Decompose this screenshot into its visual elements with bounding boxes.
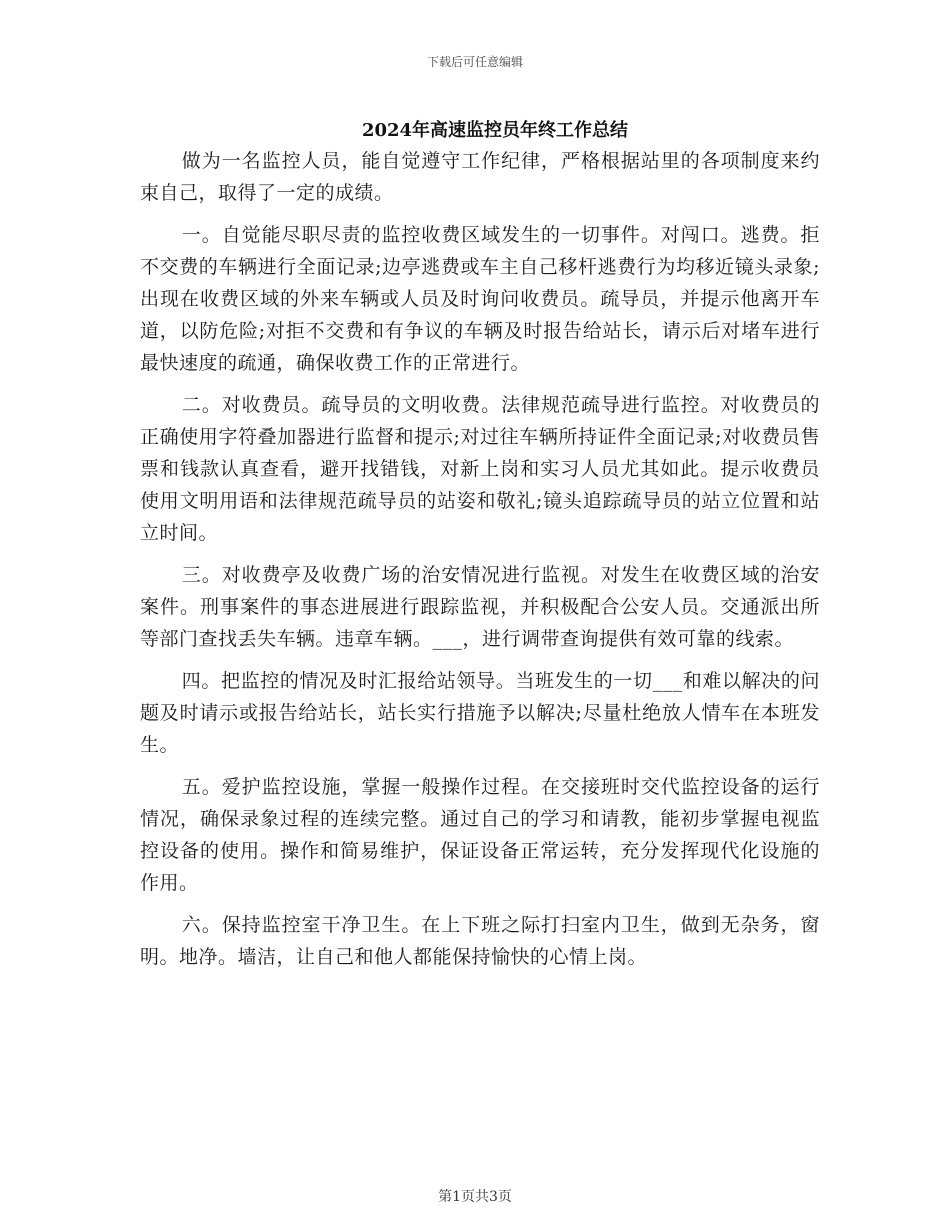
paragraph-4: 四。把监控的情况及时汇报给站领导。当班发生的一切___和难以解决的问题及时请示或报告给站长，站长实行措施予以解决;尽量杜绝放人情车在本班发生。 (140, 670, 820, 756)
header-note: 下载后可任意编辑 (426, 55, 523, 69)
paragraph-1: 一。自觉能尽职尽责的监控收费区域发生的一切事件。对闯口。逃费。拒不交费的车辆进行全面记录;边亭逃费或车主自己移杆逃费行为均移近镜头录象;出现在收费区域的外来车辆或人员及时询问收费员。疏导员，并提示他离开车道，以防危险;对拒不交费和有争议的车辆及时报告给站长，请示后对堵车进行最快速度的疏通，确保收费工作的正常进行。 (140, 224, 820, 374)
page-number: 第1页共3页 (438, 1189, 512, 1205)
paragraph-intro: 做为一名监控人员，能自觉遵守工作纪律，严格根据站里的各项制度来约束自己，取得了一定的成绩。 (140, 150, 820, 204)
paragraph-5: 五。爱护监控设施，掌握一般操作过程。在交接班时交代监控设备的运行情况，确保录象过程的连续完整。通过自己的学习和请教，能初步掌握电视监控设备的使用。操作和简易维护，保证设备正常运转，充分发挥现代化设施的作用。 (140, 776, 820, 894)
paragraph-3: 三。对收费亭及收费广场的治安情况进行监视。对发生在收费区域的治安案件。刑事案件的事态进展进行跟踪监视，并积极配合公安人员。交通派出所等部门查找丢失车辆。违章车辆。___，进行调带查询提供有效可靠的线索。 (140, 564, 820, 650)
paragraph-2: 二。对收费员。疏导员的文明收费。法律规范疏导进行监控。对收费员的正确使用字符叠加器进行监督和提示;对过往车辆所持证件全面记录;对收费员售票和钱款认真查看，避开找错钱，对新上岗和实习人员尤其如此。提示收费员使用文明用语和法律规范疏导员的站姿和敬礼;镜头追踪疏导员的站立位置和站立时间。 (140, 394, 820, 544)
paragraph-6: 六。保持监控室干净卫生。在上下班之际打扫室内卫生，做到无杂务，窗明。地净。墙洁，让自己和他人都能保持愉快的心情上岗。 (140, 914, 820, 968)
document-body (140, 145, 820, 983)
document-title: 2024年高速监控员年终工作总结 (361, 120, 629, 141)
